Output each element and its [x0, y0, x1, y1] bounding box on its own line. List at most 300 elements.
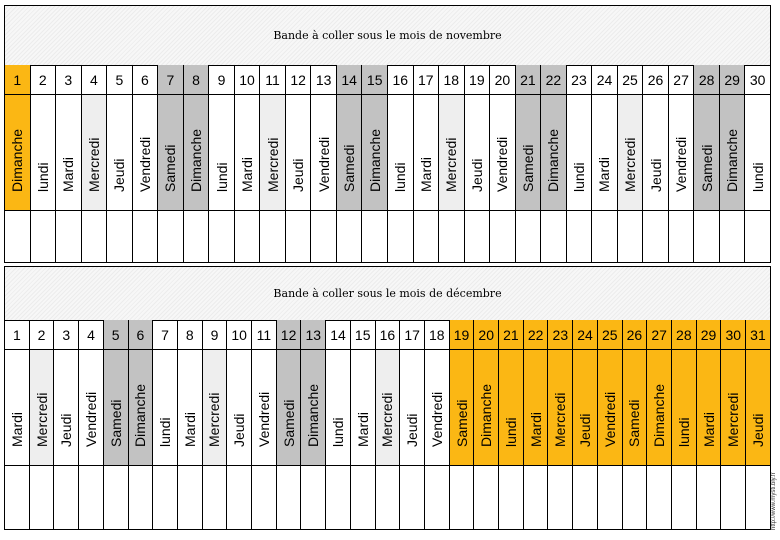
- blank-cell: [82, 211, 107, 262]
- day-name-cell: [30, 350, 54, 466]
- day-number: 25: [618, 65, 643, 95]
- day-number: 6: [133, 65, 158, 95]
- blank-cell: [541, 211, 566, 262]
- blank-cell: [129, 466, 153, 529]
- day-name: Mardi: [354, 411, 371, 447]
- day-column: [424, 320, 449, 529]
- day-column: [259, 65, 285, 262]
- day-name: Mardi: [60, 156, 77, 192]
- day-number: 2: [31, 65, 56, 95]
- day-name: Mercredi: [33, 392, 50, 447]
- day-name-cell: [746, 350, 770, 466]
- blank-cell: [107, 211, 132, 262]
- day-name-cell: [721, 350, 745, 466]
- day-name: Mardi: [527, 411, 544, 447]
- day-number: 6: [129, 320, 153, 350]
- day-name: Samedi: [107, 399, 124, 447]
- blank-cell: [516, 211, 541, 262]
- day-number: 13: [301, 320, 325, 350]
- day-number: 18: [439, 65, 464, 95]
- day-number: 27: [669, 65, 694, 95]
- november-title: Bande à coller sous le mois de novembre: [5, 6, 770, 66]
- day-name-cell: [474, 350, 498, 466]
- day-column: [696, 320, 721, 529]
- day-name: Mercredi: [264, 137, 281, 192]
- day-name-cell: [326, 350, 350, 466]
- day-name: Samedi: [341, 144, 358, 192]
- day-name-cell: [252, 350, 276, 466]
- day-column: [208, 65, 234, 262]
- day-name-cell: [56, 95, 81, 211]
- day-number: 3: [56, 65, 81, 95]
- blank-cell: [209, 211, 234, 262]
- day-number: 17: [400, 320, 424, 350]
- day-column: [572, 320, 597, 529]
- day-name: Jeudi: [468, 158, 485, 192]
- day-column: [719, 65, 745, 262]
- day-name: lundi: [675, 417, 692, 447]
- day-name: Mardi: [239, 156, 256, 192]
- blank-cell: [31, 211, 56, 262]
- day-number: 4: [79, 320, 103, 350]
- day-column: [668, 65, 694, 262]
- blank-cell: [362, 211, 387, 262]
- day-number: 19: [450, 320, 474, 350]
- day-column: [300, 320, 325, 529]
- blank-cell: [618, 211, 643, 262]
- blank-cell: [524, 466, 548, 529]
- day-column: [350, 320, 375, 529]
- day-column: [591, 65, 617, 262]
- blank-cell: [158, 211, 183, 262]
- blank-cell: [153, 466, 177, 529]
- day-column: [325, 320, 350, 529]
- day-number: 10: [227, 320, 251, 350]
- day-name-cell: [618, 95, 643, 211]
- day-name: Mercredi: [552, 392, 569, 447]
- day-name: Jeudi: [577, 413, 594, 447]
- day-name-cell: [107, 95, 132, 211]
- day-number: 8: [184, 65, 209, 95]
- day-column: [336, 65, 362, 262]
- day-column: [29, 320, 54, 529]
- day-name-cell: [643, 95, 668, 211]
- blank-cell: [400, 466, 424, 529]
- day-column: [693, 65, 719, 262]
- credit-text: http://www.mysti.bly.fr: [771, 472, 777, 530]
- day-name-cell: [490, 95, 515, 211]
- day-column: [132, 65, 158, 262]
- november-days-grid: [5, 65, 770, 262]
- day-name-cell: [351, 350, 375, 466]
- blank-cell: [720, 211, 745, 262]
- day-number: 22: [524, 320, 548, 350]
- day-name: Vendredi: [82, 391, 99, 447]
- day-number: 29: [697, 320, 721, 350]
- day-number: 7: [153, 320, 177, 350]
- day-name: lundi: [392, 162, 409, 192]
- day-name-cell: [133, 95, 158, 211]
- day-column: [449, 320, 474, 529]
- day-number: 1: [5, 65, 30, 95]
- day-column: [438, 65, 464, 262]
- day-column: [202, 320, 227, 529]
- blank-cell: [311, 211, 336, 262]
- day-name-cell: [5, 95, 30, 211]
- blank-cell: [694, 211, 719, 262]
- day-name: lundi: [34, 162, 51, 192]
- day-number: 20: [490, 65, 515, 95]
- day-number: 16: [376, 320, 400, 350]
- day-number: 11: [252, 320, 276, 350]
- day-name: Jeudi: [404, 413, 421, 447]
- day-name-cell: [669, 95, 694, 211]
- day-column: [234, 65, 260, 262]
- blank-cell: [56, 211, 81, 262]
- day-name-cell: [598, 350, 622, 466]
- day-name: Vendredi: [315, 136, 332, 192]
- blank-cell: [337, 211, 362, 262]
- day-column: [617, 65, 643, 262]
- blank-cell: [30, 466, 54, 529]
- day-name-cell: [388, 95, 413, 211]
- day-column: [310, 65, 336, 262]
- day-name: Samedi: [162, 144, 179, 192]
- day-name-cell: [567, 95, 592, 211]
- day-name-cell: [79, 350, 103, 466]
- day-name-cell: [450, 350, 474, 466]
- day-name-cell: [286, 95, 311, 211]
- day-name: Vendredi: [601, 391, 618, 447]
- day-name-cell: [203, 350, 227, 466]
- day-name-cell: [184, 95, 209, 211]
- day-name: Mercredi: [725, 392, 742, 447]
- day-column: [177, 320, 202, 529]
- blank-cell: [745, 211, 770, 262]
- day-number: 8: [178, 320, 202, 350]
- day-column: [53, 320, 78, 529]
- day-name: Dimanche: [305, 383, 322, 447]
- day-name: Jeudi: [58, 413, 75, 447]
- day-number: 5: [104, 320, 128, 350]
- blank-cell: [573, 466, 597, 529]
- day-number: 1: [5, 320, 29, 350]
- day-name-cell: [158, 95, 183, 211]
- day-number: 4: [82, 65, 107, 95]
- day-name: Dimanche: [651, 383, 668, 447]
- day-number: 22: [541, 65, 566, 95]
- day-column: [473, 320, 498, 529]
- blank-cell: [260, 211, 285, 262]
- blank-cell: [133, 211, 158, 262]
- day-name: Jeudi: [290, 158, 307, 192]
- day-name: lundi: [157, 417, 174, 447]
- blank-cell: [439, 211, 464, 262]
- day-number: 26: [643, 65, 668, 95]
- blank-cell: [54, 466, 78, 529]
- blank-cell: [425, 466, 449, 529]
- day-column: [276, 320, 301, 529]
- day-name-cell: [104, 350, 128, 466]
- day-name-cell: [425, 350, 449, 466]
- day-column: [361, 65, 387, 262]
- blank-cell: [252, 466, 276, 529]
- blank-cell: [669, 211, 694, 262]
- day-name-cell: [499, 350, 523, 466]
- day-name: Dimanche: [187, 128, 204, 192]
- day-column: [285, 65, 311, 262]
- day-name-cell: [694, 95, 719, 211]
- day-column: [720, 320, 745, 529]
- day-name-cell: [745, 95, 770, 211]
- day-column: [81, 65, 107, 262]
- day-number: 13: [311, 65, 336, 95]
- day-column: [622, 320, 647, 529]
- blank-cell: [235, 211, 260, 262]
- day-column: [745, 320, 770, 529]
- day-number: 30: [721, 320, 745, 350]
- day-column: [464, 65, 490, 262]
- blank-cell: [548, 466, 572, 529]
- day-number: 15: [351, 320, 375, 350]
- blank-cell: [474, 466, 498, 529]
- day-column: [642, 65, 668, 262]
- day-number: 30: [745, 65, 770, 95]
- day-name-cell: [337, 95, 362, 211]
- blank-cell: [465, 211, 490, 262]
- blank-cell: [598, 466, 622, 529]
- day-name-cell: [516, 95, 541, 211]
- day-column: [251, 320, 276, 529]
- day-name-cell: [301, 350, 325, 466]
- day-name: Mardi: [8, 411, 25, 447]
- blank-cell: [567, 211, 592, 262]
- blank-cell: [227, 466, 251, 529]
- day-name: Mercredi: [85, 137, 102, 192]
- day-name: Vendredi: [673, 136, 690, 192]
- day-column: [515, 65, 541, 262]
- day-column: [30, 65, 56, 262]
- day-name: lundi: [329, 417, 346, 447]
- day-number: 27: [647, 320, 671, 350]
- day-number: 17: [414, 65, 439, 95]
- blank-cell: [351, 466, 375, 529]
- day-number: 19: [465, 65, 490, 95]
- day-name-cell: [227, 350, 251, 466]
- day-name: Mercredi: [622, 137, 639, 192]
- day-number: 7: [158, 65, 183, 95]
- day-column: [375, 320, 400, 529]
- day-number: 24: [592, 65, 617, 95]
- day-name: Dimanche: [9, 128, 26, 192]
- day-column: [489, 65, 515, 262]
- day-name-cell: [697, 350, 721, 466]
- day-column: [157, 65, 183, 262]
- blank-cell: [647, 466, 671, 529]
- day-column: [566, 65, 592, 262]
- day-number: 11: [260, 65, 285, 95]
- blank-cell: [301, 466, 325, 529]
- day-name-cell: [592, 95, 617, 211]
- blank-cell: [623, 466, 647, 529]
- day-name-cell: [465, 95, 490, 211]
- day-name: Samedi: [519, 144, 536, 192]
- day-name-cell: [277, 350, 301, 466]
- day-name: Mercredi: [206, 392, 223, 447]
- day-number: 28: [672, 320, 696, 350]
- blank-cell: [450, 466, 474, 529]
- day-number: 9: [209, 65, 234, 95]
- day-number: 20: [474, 320, 498, 350]
- day-name: lundi: [570, 162, 587, 192]
- day-name: Vendredi: [255, 391, 272, 447]
- day-name: Mardi: [596, 156, 613, 192]
- day-number: 5: [107, 65, 132, 95]
- day-name: Mercredi: [443, 137, 460, 192]
- day-name: Dimanche: [545, 128, 562, 192]
- day-name: Dimanche: [132, 383, 149, 447]
- december-title: Bande à coller sous le mois de décembre: [5, 267, 770, 321]
- day-name: lundi: [213, 162, 230, 192]
- day-number: 25: [598, 320, 622, 350]
- day-name-cell: [31, 95, 56, 211]
- day-name: lundi: [502, 417, 519, 447]
- day-number: 3: [54, 320, 78, 350]
- day-name: Vendredi: [428, 391, 445, 447]
- day-name-cell: [362, 95, 387, 211]
- day-name-cell: [260, 95, 285, 211]
- day-number: 15: [362, 65, 387, 95]
- blank-cell: [721, 466, 745, 529]
- blank-cell: [104, 466, 128, 529]
- day-name-cell: [548, 350, 572, 466]
- day-column: [103, 320, 128, 529]
- day-name-cell: [541, 95, 566, 211]
- day-column: [671, 320, 696, 529]
- day-number: 21: [499, 320, 523, 350]
- day-name-cell: [414, 95, 439, 211]
- day-number: 23: [567, 65, 592, 95]
- day-column: [5, 320, 29, 529]
- day-name: Mardi: [417, 156, 434, 192]
- blank-cell: [414, 211, 439, 262]
- day-name-cell: [524, 350, 548, 466]
- blank-cell: [5, 211, 30, 262]
- day-number: 16: [388, 65, 413, 95]
- day-name-cell: [153, 350, 177, 466]
- day-name: Jeudi: [749, 413, 766, 447]
- day-column: [498, 320, 523, 529]
- day-name-cell: [54, 350, 78, 466]
- day-column: [540, 65, 566, 262]
- day-name-cell: [235, 95, 260, 211]
- day-column: [226, 320, 251, 529]
- day-number: 21: [516, 65, 541, 95]
- blank-cell: [184, 211, 209, 262]
- day-name-cell: [439, 95, 464, 211]
- day-number: 18: [425, 320, 449, 350]
- blank-cell: [326, 466, 350, 529]
- day-number: 26: [623, 320, 647, 350]
- day-name-cell: [5, 350, 29, 466]
- blank-cell: [643, 211, 668, 262]
- day-name-cell: [178, 350, 202, 466]
- day-name-cell: [82, 95, 107, 211]
- day-name: Mardi: [700, 411, 717, 447]
- day-number: 10: [235, 65, 260, 95]
- day-name-cell: [129, 350, 153, 466]
- day-number: 28: [694, 65, 719, 95]
- day-number: 31: [746, 320, 770, 350]
- day-column: [597, 320, 622, 529]
- day-name: Vendredi: [136, 136, 153, 192]
- november-strip: [4, 5, 771, 263]
- day-name: Samedi: [280, 399, 297, 447]
- december-strip: [4, 266, 771, 530]
- blank-cell: [697, 466, 721, 529]
- day-column: [55, 65, 81, 262]
- day-name-cell: [376, 350, 400, 466]
- day-column: [413, 65, 439, 262]
- day-name-cell: [311, 95, 336, 211]
- day-name: Jeudi: [647, 158, 664, 192]
- day-name-cell: [573, 350, 597, 466]
- day-number: 12: [286, 65, 311, 95]
- day-column: [387, 65, 413, 262]
- day-number: 2: [30, 320, 54, 350]
- day-name: Jeudi: [231, 413, 248, 447]
- day-number: 14: [337, 65, 362, 95]
- day-name: lundi: [749, 162, 766, 192]
- day-name-cell: [209, 95, 234, 211]
- day-column: [523, 320, 548, 529]
- day-name-cell: [720, 95, 745, 211]
- day-number: 29: [720, 65, 745, 95]
- day-column: [152, 320, 177, 529]
- day-column: [78, 320, 103, 529]
- day-name: Vendredi: [494, 136, 511, 192]
- day-name: Samedi: [453, 399, 470, 447]
- day-number: 23: [548, 320, 572, 350]
- day-column: [128, 320, 153, 529]
- day-name-cell: [400, 350, 424, 466]
- day-name: Dimanche: [724, 128, 741, 192]
- day-column: [646, 320, 671, 529]
- day-name: Dimanche: [366, 128, 383, 192]
- day-column: [5, 65, 30, 262]
- day-name-cell: [623, 350, 647, 466]
- day-column: [547, 320, 572, 529]
- day-name: Samedi: [698, 144, 715, 192]
- day-name: Dimanche: [478, 383, 495, 447]
- day-number: 24: [573, 320, 597, 350]
- day-name-cell: [647, 350, 671, 466]
- day-column: [399, 320, 424, 529]
- blank-cell: [592, 211, 617, 262]
- blank-cell: [499, 466, 523, 529]
- blank-cell: [388, 211, 413, 262]
- blank-cell: [178, 466, 202, 529]
- blank-cell: [376, 466, 400, 529]
- day-name: Samedi: [626, 399, 643, 447]
- blank-cell: [5, 466, 29, 529]
- day-name: Mardi: [181, 411, 198, 447]
- blank-cell: [286, 211, 311, 262]
- blank-cell: [277, 466, 301, 529]
- day-name-cell: [672, 350, 696, 466]
- day-name: Jeudi: [111, 158, 128, 192]
- day-column: [106, 65, 132, 262]
